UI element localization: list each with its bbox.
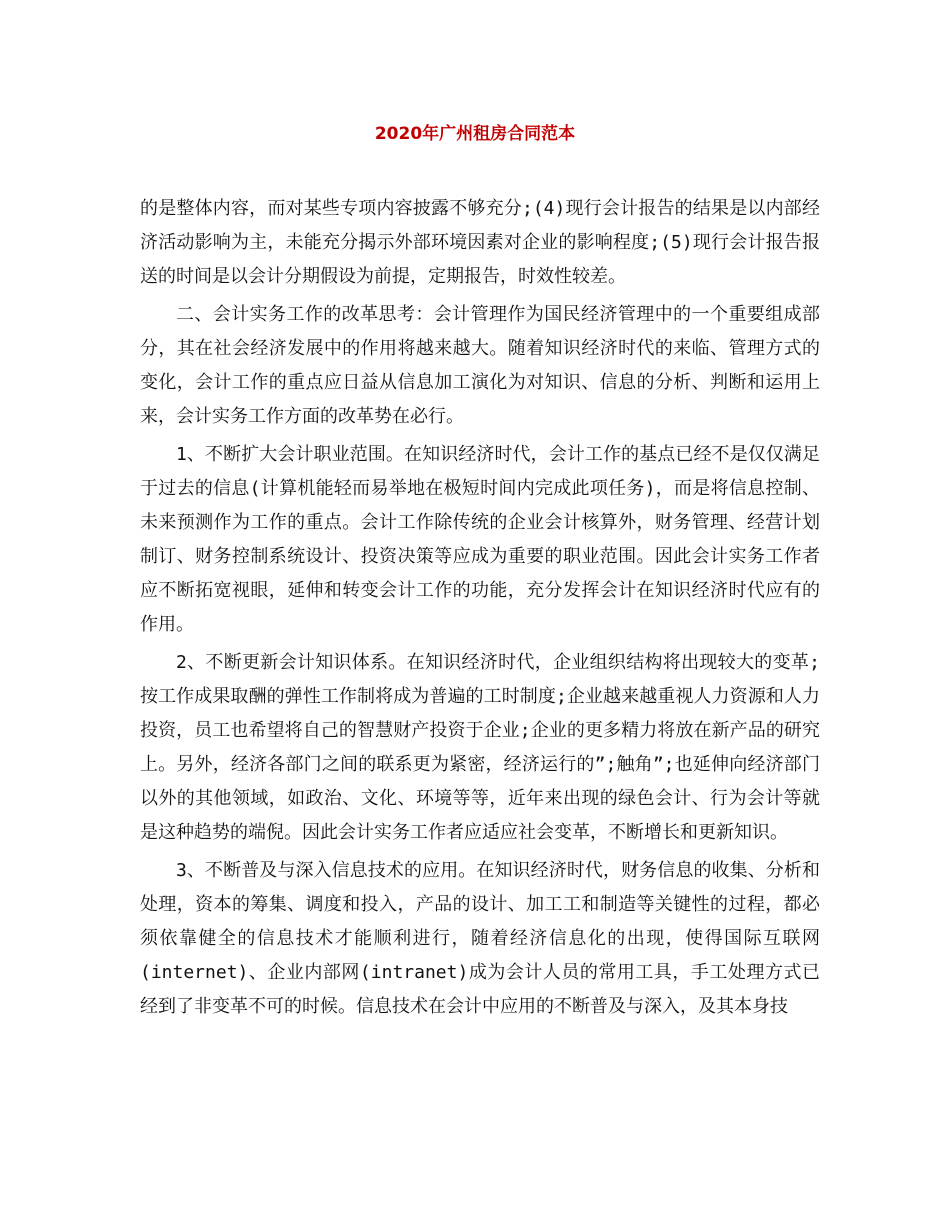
document-title: 2020年广州租房合同范本 xyxy=(374,124,576,144)
paragraph-section-two: 二、会计实务工作的改革思考：会计管理作为国民经济管理中的一个重要组成部分，其在社会经济发展中的作用将越来越大。随着知识经济时代的来临、管理方式的变化，会计工作的重点应日益从信息加工演化为对知识、信息的分析、判断和运用上来，会计实务工作方面的改革势在必行。 xyxy=(140,304,820,427)
paragraph-continuation: 的是整体内容，而对某些专项内容披露不够充分;(4)现行会计报告的结果是以内部经济活动影响为主，未能充分揭示外部环境因素对企业的影响程度;(5)现行会计报告报送的时间是以会计分期假设为前提，定期报告，时效性较差。 xyxy=(140,198,820,287)
document-body xyxy=(140,192,820,1028)
paragraph-item-1: 1、不断扩大会计职业范围。在知识经济时代，会计工作的基点已经不是仅仅满足于过去的信息(计算机能轻而易举地在极短时间内完成此项任务)，而是将信息控制、未来预测作为工作的重点。会计工作除传统的企业会计核算外，财务管理、经营计划制订、财务控制系统设计、投资决策等应成为重要的职业范围。因此会计实务工作者应不断拓宽视眼，延伸和转变会计工作的功能，充分发挥会计在知识经济时代应有的作用。 xyxy=(140,444,820,635)
paragraph-item-3: 3、不断普及与深入信息技术的应用。在知识经济时代，财务信息的收集、分析和处理，资本的筹集、调度和投入，产品的设计、加工工和制造等关键性的过程，都必须依靠健全的信息技术才能顺利进行，随着经济信息化的出现，使得国际互联网(internet)、企业内部网(intranet)成为会计人员的常用工具，手工处理方式已经到了非变革不可的时候。信息技术在会计中应用的不断普及与深入，及其本身技 xyxy=(140,860,820,1017)
paragraph-item-2: 2、不断更新会计知识体系。在知识经济时代，企业组织结构将出现较大的变革;按工作成果取酬的弹性工作制将成为普遍的工时制度;企业越来越重视人力资源和人力投资，员工也希望将自己的智慧财产投资于企业;企业的更多精力将放在新产品的研究上。另外，经济各部门之间的联系更为紧密，经济运行的”;触角”;也延伸向经济部门以外的其他领域，如政治、文化、环境等等，近年来出现的绿色会计、行为会计等就是这种趋势的端倪。因此会计实务工作者应适应社会变革，不断增长和更新知识。 xyxy=(140,652,820,843)
